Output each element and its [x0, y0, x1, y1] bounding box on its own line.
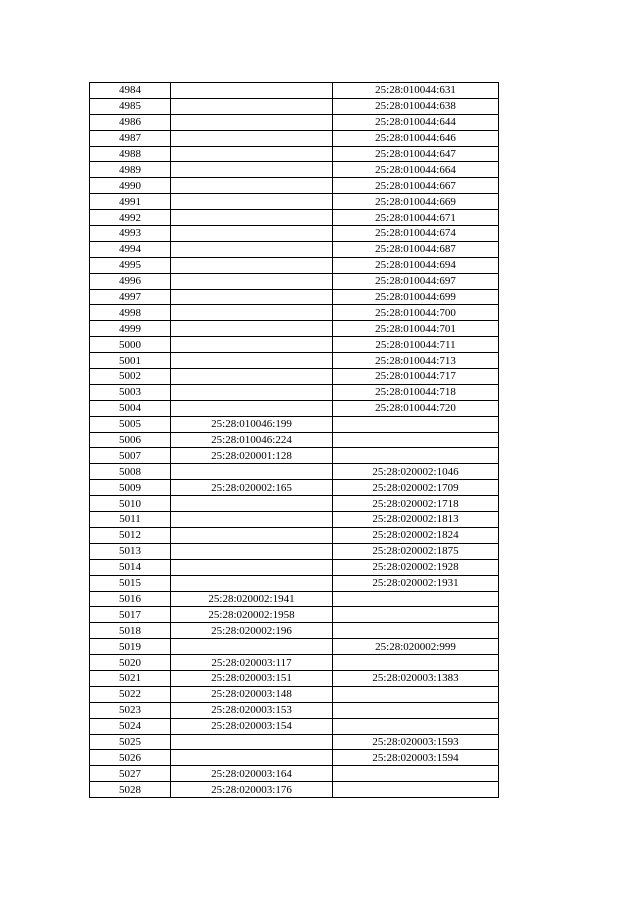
row-number-cell: 5009 — [90, 480, 171, 496]
table-row — [90, 305, 499, 321]
cadastral-number-cell-b — [333, 686, 499, 702]
table-row — [90, 639, 499, 655]
table-row — [90, 750, 499, 766]
row-number-cell: 5025 — [90, 734, 171, 750]
table-row — [90, 496, 499, 512]
table-row — [90, 241, 499, 257]
row-number-cell: 5022 — [90, 686, 171, 702]
cadastral-number-cell-a — [171, 464, 333, 480]
cadastral-number-cell-b — [333, 766, 499, 782]
cadastral-number-cell-a — [171, 226, 333, 242]
cadastral-number-cell-a — [171, 512, 333, 528]
row-number-cell: 4986 — [90, 114, 171, 130]
cadastral-number-cell-a — [171, 384, 333, 400]
cadastral-number-cell-b — [333, 416, 499, 432]
table-row — [90, 83, 499, 99]
row-number-cell: 4995 — [90, 257, 171, 273]
row-number-cell: 5010 — [90, 496, 171, 512]
cadastral-number-cell-a — [171, 400, 333, 416]
cadastral-number-cell-a — [171, 273, 333, 289]
row-number-cell: 4988 — [90, 146, 171, 162]
cadastral-number-cell-b: 25:28:010044:694 — [333, 257, 499, 273]
row-number-cell: 5007 — [90, 448, 171, 464]
table-row — [90, 655, 499, 671]
table-row — [90, 432, 499, 448]
cadastral-number-cell-b: 25:28:020002:1718 — [333, 496, 499, 512]
cadastral-number-cell-a: 25:28:020002:165 — [171, 480, 333, 496]
table-row — [90, 384, 499, 400]
cadastral-number-cell-a — [171, 162, 333, 178]
cadastral-number-cell-b: 25:28:010044:631 — [333, 83, 499, 99]
row-number-cell: 5002 — [90, 369, 171, 385]
cadastral-number-cell-a — [171, 257, 333, 273]
cadastral-number-cell-b: 25:28:010044:720 — [333, 400, 499, 416]
cadastral-number-cell-b: 25:28:020002:1709 — [333, 480, 499, 496]
table-row — [90, 766, 499, 782]
cadastral-number-cell-a — [171, 750, 333, 766]
cadastral-number-cell-a — [171, 496, 333, 512]
cadastral-number-cell-b: 25:28:010044:687 — [333, 241, 499, 257]
cadastral-number-cell-a: 25:28:020003:148 — [171, 686, 333, 702]
row-number-cell: 5024 — [90, 718, 171, 734]
cadastral-number-cell-a — [171, 241, 333, 257]
row-number-cell: 5011 — [90, 512, 171, 528]
row-number-cell: 5016 — [90, 591, 171, 607]
row-number-cell: 5026 — [90, 750, 171, 766]
cadastral-number-cell-b: 25:28:010044:646 — [333, 130, 499, 146]
cadastral-number-cell-b: 25:28:010044:667 — [333, 178, 499, 194]
table-row — [90, 591, 499, 607]
table-row — [90, 702, 499, 718]
cadastral-number-cell-a: 25:28:020002:1941 — [171, 591, 333, 607]
row-number-cell: 5023 — [90, 702, 171, 718]
table-row — [90, 782, 499, 798]
cadastral-number-cell-a — [171, 194, 333, 210]
cadastral-number-cell-a — [171, 527, 333, 543]
cadastral-number-cell-a — [171, 353, 333, 369]
table-row — [90, 734, 499, 750]
table-row — [90, 353, 499, 369]
table-row — [90, 686, 499, 702]
cadastral-number-cell-a — [171, 639, 333, 655]
cadastral-number-cell-b: 25:28:010044:669 — [333, 194, 499, 210]
table-row — [90, 480, 499, 496]
row-number-cell: 5019 — [90, 639, 171, 655]
table-row — [90, 194, 499, 210]
table-row — [90, 210, 499, 226]
cadastral-number-cell-a — [171, 321, 333, 337]
cadastral-number-cell-b — [333, 607, 499, 623]
table-row — [90, 607, 499, 623]
row-number-cell: 4989 — [90, 162, 171, 178]
cadastral-number-cell-b — [333, 655, 499, 671]
cadastral-number-cell-b: 25:28:020002:999 — [333, 639, 499, 655]
cadastral-number-cell-a: 25:28:010046:224 — [171, 432, 333, 448]
cadastral-number-cell-b: 25:28:010044:664 — [333, 162, 499, 178]
table-row — [90, 289, 499, 305]
cadastral-number-cell-b: 25:28:010044:671 — [333, 210, 499, 226]
cadastral-number-cell-a — [171, 575, 333, 591]
table-row — [90, 448, 499, 464]
table-row — [90, 130, 499, 146]
row-number-cell: 5001 — [90, 353, 171, 369]
cadastral-number-cell-a: 25:28:020003:154 — [171, 718, 333, 734]
table-row — [90, 575, 499, 591]
row-number-cell: 4984 — [90, 83, 171, 99]
row-number-cell: 5017 — [90, 607, 171, 623]
cadastral-number-cell-b: 25:28:020002:1824 — [333, 527, 499, 543]
cadastral-number-cell-a: 25:28:020002:196 — [171, 623, 333, 639]
row-number-cell: 4996 — [90, 273, 171, 289]
cadastral-number-cell-a — [171, 146, 333, 162]
cadastral-number-cell-a: 25:28:010046:199 — [171, 416, 333, 432]
table-row — [90, 543, 499, 559]
cadastral-number-cell-b: 25:28:010044:718 — [333, 384, 499, 400]
row-number-cell: 5005 — [90, 416, 171, 432]
row-number-cell: 4985 — [90, 98, 171, 114]
cadastral-number-cell-a — [171, 178, 333, 194]
table-row — [90, 559, 499, 575]
cadastral-number-cell-b: 25:28:010044:638 — [333, 98, 499, 114]
cadastral-number-cell-a — [171, 130, 333, 146]
table-row — [90, 527, 499, 543]
row-number-cell: 4992 — [90, 210, 171, 226]
cadastral-number-cell-b — [333, 591, 499, 607]
cadastral-number-cell-b: 25:28:010044:701 — [333, 321, 499, 337]
row-number-cell: 4998 — [90, 305, 171, 321]
row-number-cell: 4999 — [90, 321, 171, 337]
cadastral-number-cell-b: 25:28:010044:711 — [333, 337, 499, 353]
cadastral-number-cell-b: 25:28:020003:1594 — [333, 750, 499, 766]
cadastral-number-cell-b: 25:28:010044:647 — [333, 146, 499, 162]
cadastral-number-cell-a — [171, 289, 333, 305]
row-number-cell: 5021 — [90, 670, 171, 686]
cadastral-number-cell-b: 25:28:020002:1875 — [333, 543, 499, 559]
row-number-cell: 5028 — [90, 782, 171, 798]
row-number-cell: 5008 — [90, 464, 171, 480]
cadastral-number-cell-b: 25:28:010044:644 — [333, 114, 499, 130]
cadastral-number-cell-a — [171, 337, 333, 353]
cadastral-number-cell-b: 25:28:010044:697 — [333, 273, 499, 289]
cadastral-number-cell-a — [171, 210, 333, 226]
cadastral-number-cell-a — [171, 734, 333, 750]
cadastral-number-cell-a — [171, 543, 333, 559]
cadastral-number-cell-b: 25:28:010044:699 — [333, 289, 499, 305]
cadastral-number-cell-a: 25:28:020003:164 — [171, 766, 333, 782]
table-body — [90, 83, 499, 798]
cadastral-number-cell-a: 25:28:020003:153 — [171, 702, 333, 718]
row-number-cell: 4991 — [90, 194, 171, 210]
table-row — [90, 464, 499, 480]
cadastral-number-cell-a: 25:28:020003:117 — [171, 655, 333, 671]
table-row — [90, 416, 499, 432]
table-row — [90, 114, 499, 130]
row-number-cell: 5012 — [90, 527, 171, 543]
cadastral-number-cell-a — [171, 83, 333, 99]
cadastral-number-cell-a — [171, 369, 333, 385]
cadastral-number-cell-b: 25:28:020002:1813 — [333, 512, 499, 528]
row-number-cell: 5018 — [90, 623, 171, 639]
row-number-cell: 5013 — [90, 543, 171, 559]
table-row — [90, 670, 499, 686]
table-row — [90, 623, 499, 639]
cadastral-number-cell-b — [333, 782, 499, 798]
row-number-cell: 4997 — [90, 289, 171, 305]
row-number-cell: 4990 — [90, 178, 171, 194]
cadastral-number-cell-a — [171, 559, 333, 575]
cadastral-number-cell-b — [333, 448, 499, 464]
row-number-cell: 5027 — [90, 766, 171, 782]
cadastral-number-cell-b: 25:28:020003:1593 — [333, 734, 499, 750]
cadastral-number-cell-a — [171, 114, 333, 130]
table-row — [90, 400, 499, 416]
row-number-cell: 5015 — [90, 575, 171, 591]
cadastral-number-cell-a: 25:28:020003:151 — [171, 670, 333, 686]
table-row — [90, 273, 499, 289]
row-number-cell: 5006 — [90, 432, 171, 448]
cadastral-number-cell-b — [333, 432, 499, 448]
row-number-cell: 5004 — [90, 400, 171, 416]
table-row — [90, 718, 499, 734]
table-row — [90, 257, 499, 273]
table-row — [90, 321, 499, 337]
table-row — [90, 98, 499, 114]
cadastral-number-cell-b: 25:28:020002:1928 — [333, 559, 499, 575]
cadastral-number-cell-b — [333, 718, 499, 734]
row-number-cell: 5014 — [90, 559, 171, 575]
row-number-cell: 5020 — [90, 655, 171, 671]
cadastral-number-cell-b: 25:28:010044:700 — [333, 305, 499, 321]
cadastral-number-cell-a — [171, 98, 333, 114]
row-number-cell: 4994 — [90, 241, 171, 257]
table-row — [90, 512, 499, 528]
table-row — [90, 146, 499, 162]
cadastral-number-cell-a — [171, 305, 333, 321]
cadastral-number-cell-a: 25:28:020001:128 — [171, 448, 333, 464]
cadastral-number-cell-b — [333, 623, 499, 639]
table-row — [90, 178, 499, 194]
table-row — [90, 369, 499, 385]
cadastral-number-cell-b: 25:28:010044:717 — [333, 369, 499, 385]
cadastral-number-cell-b: 25:28:020002:1046 — [333, 464, 499, 480]
row-number-cell: 4993 — [90, 226, 171, 242]
cadastral-number-cell-b: 25:28:010044:713 — [333, 353, 499, 369]
cadastral-number-table — [89, 82, 499, 798]
cadastral-number-cell-b: 25:28:020002:1931 — [333, 575, 499, 591]
table-row — [90, 162, 499, 178]
cadastral-number-cell-b: 25:28:010044:674 — [333, 226, 499, 242]
row-number-cell: 5003 — [90, 384, 171, 400]
table-row — [90, 337, 499, 353]
cadastral-number-cell-b: 25:28:020003:1383 — [333, 670, 499, 686]
cadastral-number-cell-a: 25:28:020002:1958 — [171, 607, 333, 623]
cadastral-number-cell-b — [333, 702, 499, 718]
row-number-cell: 5000 — [90, 337, 171, 353]
table-row — [90, 226, 499, 242]
cadastral-number-cell-a: 25:28:020003:176 — [171, 782, 333, 798]
row-number-cell: 4987 — [90, 130, 171, 146]
